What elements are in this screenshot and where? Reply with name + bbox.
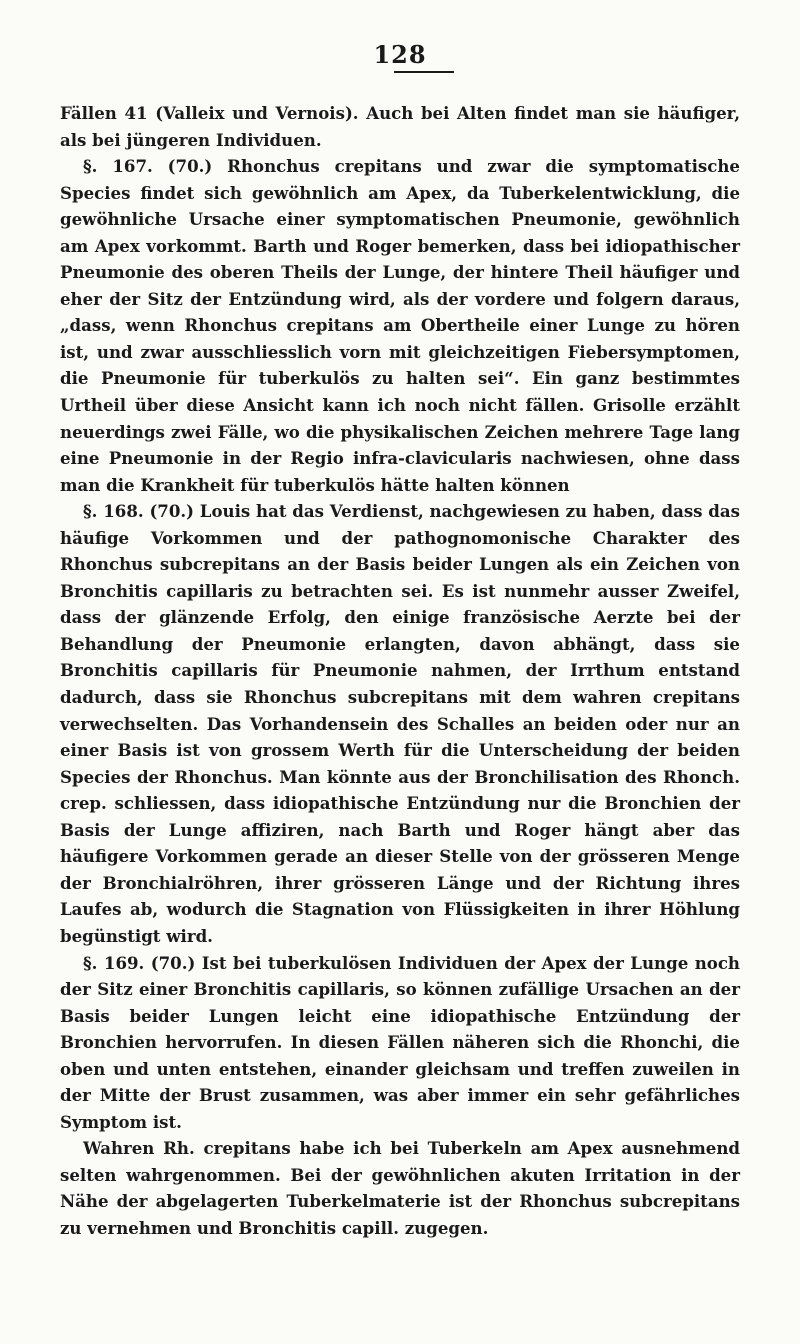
paragraph-closing: Wahren Rh. crepitans habe ich bei Tuberkeln am Apex ausnehmend selten wahrgenommen. Bei der gewöhnlichen akuten Irritation in der Nähe der abgelagerten Tuberkelmaterie ist der Rhonchus subcrepitans zu vernehmen und Bronchitis capill. zugegen. bbox=[60, 1138, 740, 1238]
page-number-text: 128 bbox=[373, 40, 427, 69]
page-number bbox=[0, 40, 800, 73]
body-text bbox=[60, 100, 740, 1242]
paragraph-section-167: §. 167. (70.) Rhonchus crepitans und zwar die symptomatische Species findet sich gewöhnlich am Apex, da Tuberkelentwicklung, die gewöhnliche Ursache einer symptomatischen Pneumonie, gewöhnlich am Apex vorkommt. Barth und Roger bemerken, dass bei idiopathischer Pneumonie des oberen Theils der Lunge, der hintere Theil häufiger und eher der Sitz der Entzündung wird, als der vordere und folgern daraus, „dass, wenn Rhonchus crepitans am Obertheile einer Lunge zu hören ist, und zwar ausschliesslich vorn mit gleichzeitigen Fiebersymptomen, die Pneumonie für tuberkulös zu halten sei“. Ein ganz bestimmtes Urtheil über diese Ansicht kann ich noch nicht fällen. Grisolle erzählt neuerdings zwei Fälle, wo die physikalischen Zeichen mehrere Tage lang eine Pneumonie in der Regio infra-clavicularis nachwiesen, ohne dass man die Krankheit für tuberkulös hätte halten können bbox=[60, 156, 740, 495]
paragraph-section-169: §. 169. (70.) Ist bei tuberkulösen Individuen der Apex der Lunge noch der Sitz einer Bronchitis capillaris, so können zufällige Ursachen an der Basis beider Lungen leicht eine idiopathische Entzündung der Bronchien hervorrufen. In diesen Fällen näheren sich die Rhonchi, die oben und unten entstehen, einander gleichsam und treffen zuweilen in der Mitte der Brust zusammen, was aber immer ein sehr gefährliches Symptom ist. bbox=[60, 952, 740, 1132]
paragraph-continuation: Fällen 41 (Valleix und Vernois). Auch bei Alten findet man sie häufiger, als bei jüngeren Individuen. bbox=[60, 103, 740, 150]
page-number-rule bbox=[394, 71, 454, 73]
paragraph-section-168: §. 168. (70.) Louis hat das Verdienst, nachgewiesen zu haben, dass das häufige Vorkommen und der pathognomonische Charakter des Rhonchus subcrepitans an der Basis beider Lungen als ein Zeichen von Bronchitis capillaris zu betrachten sei. Es ist nunmehr ausser Zweifel, dass der glänzende Erfolg, den einige französische Aerzte bei der Behandlung der Pneumonie erlangten, davon abhängt, dass sie Bronchitis capillaris für Pneumonie nahmen, der Irrthum entstand dadurch, dass sie Rhonchus subcrepitans mit dem wahren crepitans verwechselten. Das Vorhandensein des Schalles an beiden oder nur an einer Basis ist von grossem Werth für die Unterscheidung der beiden Species der Rhonchus. Man könnte aus der Bronchilisation des Rhonch. crep. schliessen, dass idiopathische Entzündung nur die Bronchien der Basis der Lunge affiziren, nach Barth und Roger hängt aber das häufigere Vorkommen gerade an dieser Stelle von der grösseren Menge der Bronchialröhren, ihrer grösseren Länge und der Richtung ihres Laufes ab, wodurch die Stagnation von Flüssigkeiten in ihrer Höhlung begünstigt wird. bbox=[60, 501, 740, 946]
